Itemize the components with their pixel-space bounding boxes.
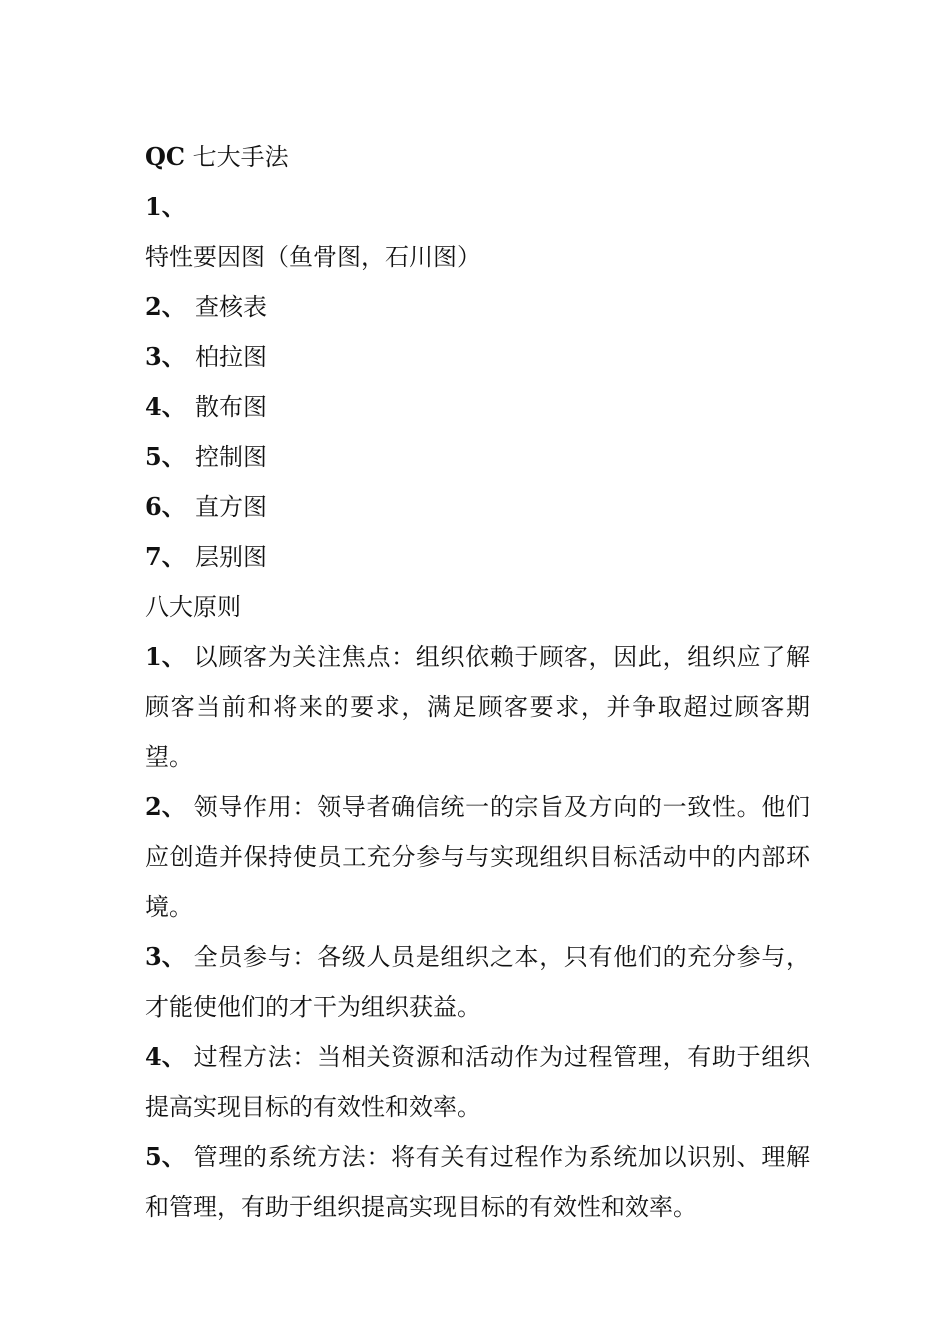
principle-text: 领导作用：领导者确信统一的宗旨及方向的一致性。他们应创造并保持使员工充分参与与实现组织目标活动中的内部环境。 (145, 793, 810, 921)
principle-2 (145, 782, 810, 932)
qc-item-text: 散布图 (195, 393, 267, 421)
principle-number: 4、 (145, 1042, 186, 1071)
qc-item-7 (145, 532, 810, 582)
qc-item-text: 直方图 (195, 493, 267, 521)
principle-3 (145, 932, 810, 1032)
principle-number: 1、 (145, 642, 186, 671)
qc-item-2 (145, 282, 810, 332)
qc-item-5 (145, 432, 810, 482)
qc-item-4 (145, 382, 810, 432)
principle-number: 3、 (145, 942, 186, 971)
qc-item-1-text: 特性要因图（鱼骨图，石川图） (145, 243, 481, 271)
qc-item-number: 5、 (145, 442, 186, 471)
principle-1 (145, 632, 810, 782)
title-qc: QC (145, 142, 186, 171)
qc-item-1-text-line (145, 232, 810, 282)
qc-item-number: 6、 (145, 492, 186, 521)
qc-item-1-number: 1、 (145, 192, 186, 221)
qc-item-text: 查核表 (195, 293, 267, 321)
document-page (145, 132, 810, 1232)
qc-item-1-number-line (145, 182, 810, 232)
qc-item-3 (145, 332, 810, 382)
qc-item-number: 4、 (145, 392, 186, 421)
principle-number: 5、 (145, 1142, 186, 1171)
principles-heading: 八大原则 (145, 593, 241, 621)
principle-text: 过程方法：当相关资源和活动作为过程管理，有助于组织提高实现目标的有效性和效率。 (145, 1043, 810, 1121)
qc-item-text: 层别图 (195, 543, 267, 571)
title-rest: 七大手法 (185, 143, 289, 171)
principle-text: 管理的系统方法：将有关有过程作为系统加以识别、理解和管理，有助于组织提高实现目标的有效性和效率。 (145, 1143, 810, 1221)
qc-item-text: 柏拉图 (195, 343, 267, 371)
qc-item-6 (145, 482, 810, 532)
qc-item-number: 2、 (145, 292, 186, 321)
principle-5 (145, 1132, 810, 1232)
document-title (145, 132, 810, 182)
qc-item-text: 控制图 (195, 443, 267, 471)
principle-text: 以顾客为关注焦点：组织依赖于顾客，因此，组织应了解顾客当前和将来的要求，满足顾客要求，并争取超过顾客期望。 (145, 643, 810, 771)
principle-4 (145, 1032, 810, 1132)
qc-item-number: 7、 (145, 542, 186, 571)
principle-number: 2、 (145, 792, 186, 821)
qc-item-number: 3、 (145, 342, 186, 371)
principle-text: 全员参与：各级人员是组织之本，只有他们的充分参与，才能使他们的才干为组织获益。 (145, 943, 810, 1021)
